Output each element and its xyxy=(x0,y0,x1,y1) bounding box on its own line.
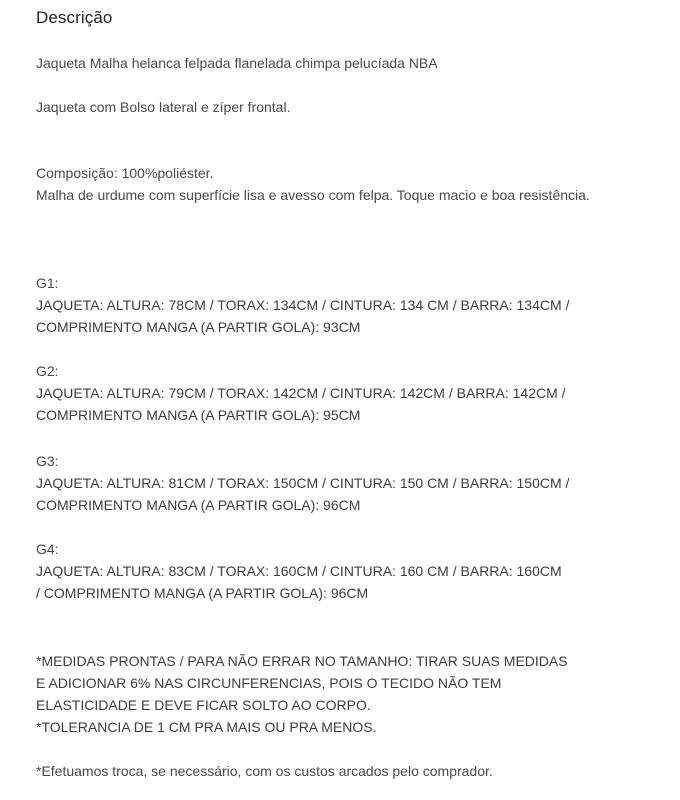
size-label-g2: G2: xyxy=(36,363,59,379)
size-label-g1: G1: xyxy=(36,275,59,291)
exchange-note: *Efetuamos troca, se necessário, com os custos arcados pelo comprador. xyxy=(36,763,493,779)
size-measures-g3: JAQUETA: ALTURA: 81CM / TORAX: 150CM / CINTURA: 150 CM / BARRA: 150CM / COMPRIMENTO MANGA (A PARTIR GOLA): 96CM xyxy=(36,475,570,513)
size-measures-g2: JAQUETA: ALTURA: 79CM / TORAX: 142CM / CINTURA: 142CM / BARRA: 142CM / COMPRIMENTO MANGA (A PARTIR GOLA): 95CM xyxy=(36,385,566,423)
size-measures-g4: JAQUETA: ALTURA: 83CM / TORAX: 160CM / CINTURA: 160 CM / BARRA: 160CM / COMPRIMENTO MANGA (A PARTIR GOLA): 96CM xyxy=(36,563,562,601)
size-label-g3: G3: xyxy=(36,453,59,469)
description-line-2: Jaqueta com Bolso lateral e zíper frontal. xyxy=(36,99,291,115)
size-measures-g1: JAQUETA: ALTURA: 78CM / TORAX: 134CM / CINTURA: 134 CM / BARRA: 134CM / COMPRIMENTO MANGA (A PARTIR GOLA): 93CM xyxy=(36,297,570,335)
section-title: Descrição xyxy=(36,8,113,27)
size-label-g4: G4: xyxy=(36,541,59,557)
description-line-1: Jaqueta Malha helanca felpada flanelada chimpa pelucíada NBA xyxy=(36,55,438,71)
measurement-notes: *MEDIDAS PRONTAS / PARA NÃO ERRAR NO TAMANHO: TIRAR SUAS MEDIDAS E ADICIONAR 6% NAS CIRCUNFERENCIAS, POIS O TECIDO NÃO TEM ELASTICIDADE E DEVE FICAR SOLTO AO CORPO. *TOLERANCIA DE 1 CM PRA MAIS OU PRA MENOS. xyxy=(36,653,568,735)
composition-text: Composição: 100%poliéster. Malha de urdume com superfície lisa e avesso com felpa. Toque macio e boa resistência. xyxy=(36,165,590,203)
